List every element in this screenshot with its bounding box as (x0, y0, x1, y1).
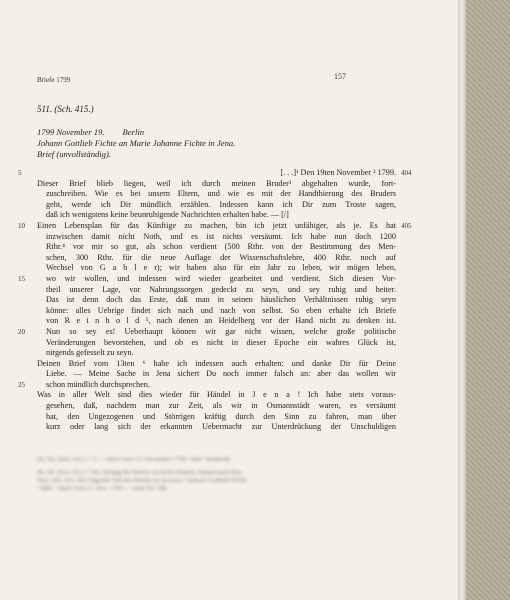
text-line: Rthr.⁴ vor mir so gut, als schon verdient (500 Rthr. von der Bestimmung des Men- (46, 242, 396, 252)
text-line: inzwischen damit nicht Noth, und es ist nichts versäumt. Ich habe nun doch 1200 (46, 231, 396, 241)
text-line: Veränderungen bevorstehen, und ob es nicht in dieser Epoche ein wahres Glück ist, (46, 337, 396, 347)
text-line: Was in aller Welt sind dies wieder für Händel in J e n a ! Ich habe stets voraus- (37, 390, 396, 400)
page-number: 157 (334, 72, 346, 81)
letter-date: 1799 November 19. (37, 127, 105, 137)
page-stack-edge (458, 0, 466, 600)
line-number-10: 10 (18, 222, 25, 230)
text-line: Dieser Brief blieb liegen, weil ich durch meinen Bruder³ abgehalten wurde, fort- (37, 178, 396, 188)
text-line: Das ist denn doch das Erste, daß man in seinen häuslichen Verhältnissen ruhig seyn (46, 295, 396, 305)
line-number-15: 15 (18, 275, 25, 283)
letter-metadata (37, 127, 235, 159)
footnotes (37, 456, 396, 493)
line-number-20: 20 (18, 328, 25, 336)
text-line: nirgends gefesselt zu seyn. (46, 348, 134, 358)
running-title: Briefe 1799 (37, 76, 71, 84)
text-line: könne: alles Uebrige findet sich nach und nach von selbst. So eben erhalte ich Briefe (46, 305, 396, 315)
text-line: zuschreiben. Wie es bei unsern Eltern, und wie es mit der Handthierung des Bruders (46, 189, 396, 199)
text-line: Nun so sey es! Ueberhaupt können wir gar nicht wissen, welche große politische (46, 326, 396, 336)
text-line: Deinen Brief vom 13ten ⁶ habe ich indessen auch erhalten: und danke Dir für Deine (37, 358, 396, 368)
text-line: von R e i n h o l d ⁵, nach denen an Heidelberg vor der Hand nicht zu denken ist. (46, 316, 396, 326)
letter-correspondents: Johann Gottlieb Fichte an Marie Johanne Fichte in Jena. (37, 137, 236, 148)
footnote-line: Text, Sch. 415. Der folgende Teil des Briefes ist zu lesen ³ Samuel Gotthelf Fichte (37, 477, 247, 484)
text-line: Einen Lebensplan für das Künftige zu machen, bin ich jetzt unfähiger, als je. Es hat (37, 220, 396, 230)
source-page-number-404: 404 (401, 169, 412, 177)
text-line: hat, den Ungezogenen und Störrigen kräftig durch den Sinn zu fahren, man über (46, 411, 396, 421)
letter-note: Brief (unvollständig). (37, 148, 111, 159)
footnote-line: ⁴ Rthr. ⁶ Brief vom 13. Nov. 1799 — siehe Nr. 508. (37, 485, 168, 492)
text-line: Liebe. — Meine Sache in Jena sichert Du noch immer falsch an: aber das wollen wir (46, 369, 396, 379)
letter-body (37, 168, 396, 433)
text-line: kurz oder lang sich der erkannten Uebermacht zur Unterdrückung der Unschuldigen (46, 422, 396, 432)
line-number-5: 5 (18, 169, 22, 177)
text-line: gesehen, daß, nachdem man zur Zeit, als wir in Osmannstädt waren, es versäumt (46, 401, 396, 411)
text-line: wo wir wollen, und indessen wird wieder gearbeitet und verdient. Sich diesen Vor- (46, 273, 396, 283)
text-line: daß ich wenigstens keine beunruhigende Nachrichten erhalten habe. — [/] (46, 210, 289, 220)
footnote-line: Sh. SS. (Sch. 415.) ¹ Der Anfang des Briefes ist nicht erhalten; Datum nach dem (37, 469, 242, 476)
text-line: schon mündlich durchsprechen. (46, 379, 150, 389)
letter-date-line (37, 127, 235, 138)
letter-place: Berlin (122, 127, 145, 137)
footnote-line: Hs. SS. (Sch. 415.) ¹ ² 1 — Brief vom 13. November 1799 ⁴ 400 ⁵ Reinhold (37, 456, 230, 463)
text-line: theil unserer Lage, vor Nahrungssorgen gedeckt zu seyn, und sey ruhig und heiter. (46, 284, 396, 294)
letter-reference: 511. (Sch. 415.) (37, 104, 94, 114)
text-line: [. . .]¹ Den 19ten November ² 1799. (280, 168, 396, 177)
source-page-number-405: 405 (401, 222, 412, 230)
text-line: Wechsel von G a b l e r); wir haben also für ein Jahr zu leben, wir mögen leben, (46, 263, 396, 273)
line-number-25: 25 (18, 381, 25, 389)
text-line: schen, 300 Rthr. für die neue Auflage der Wissenschaftslehre, 400 Rthr. noch auf (46, 252, 396, 262)
text-line: geht, werde ich Dir mündlich erzählen. Indessen kann ich Dir zum Troste sagen, (46, 199, 396, 209)
